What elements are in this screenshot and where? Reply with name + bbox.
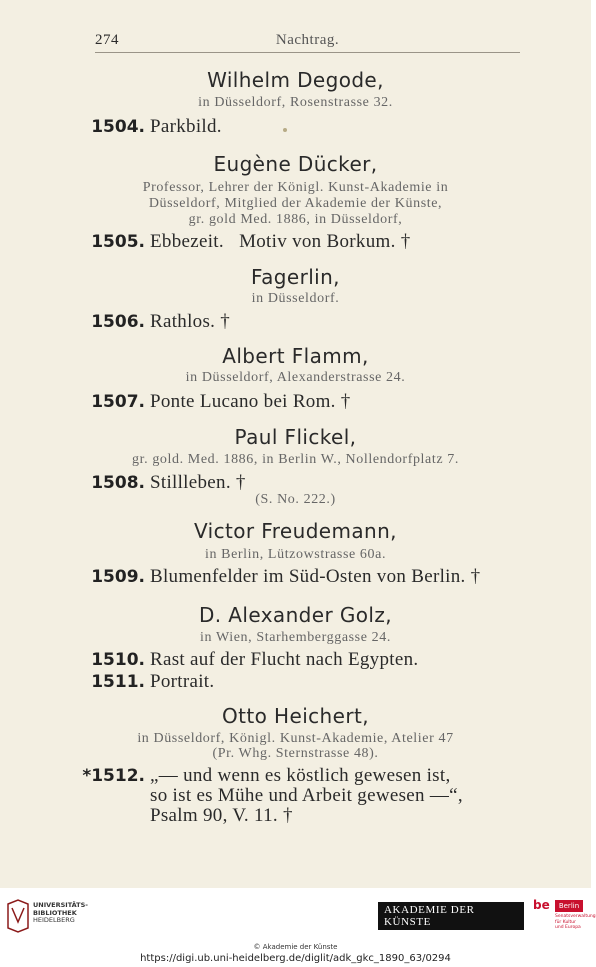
artist-info: Düsseldorf, Mitglied der Akademie der Künste, [148,196,443,211]
artist-name: Albert Flamm, [222,344,369,368]
cross-reference-note: (S. No. 222.) [255,492,336,507]
artist-name: Fagerlin, [251,265,340,289]
copyright-notice: © Akademie der Künste [253,943,338,951]
entry-number: 1508. [91,473,145,493]
library-line: UNIVERSITÄTS- [33,901,88,909]
entry-title: Portrait. [150,671,215,692]
berlin-flag: Berlin [555,900,583,912]
artist-name: D. Alexander Golz, [198,603,392,627]
artist-info: in Düsseldorf, Rosenstrasse 32. [198,95,393,110]
running-title: Nachtrag. [275,32,340,48]
entry-title: Parkbild. [150,116,222,137]
artist-name: Victor Freudemann, [194,519,397,543]
library-line: HEIDELBERG [33,916,75,924]
entry-title: Rast auf der Flucht nach Egypten. [150,649,419,670]
artist-name: Paul Flickel, [234,425,357,449]
berlin-senate-sub: Senatsverwaltung für Kultur und Europa [555,914,596,930]
entry-number: 1511. [91,672,145,692]
berlin-senate-logo [533,898,596,932]
artist-info: gr. gold. Med. 1886, in Berlin W., Nollendorfplatz 7. [132,452,459,467]
entry-number: 1510. [91,650,145,670]
university-library-name [33,902,88,925]
entry-title: Stillleben. † [150,472,246,493]
entry-number: 1507. [91,392,145,412]
entry-number: 1504. [91,117,145,137]
artist-info: (Pr. Whg. Sternstrasse 48). [212,746,379,761]
artist-name: Wilhelm Degode, [207,68,384,92]
akademie-logo [377,902,525,930]
entry-title-line: Psalm 90, V. 11. † [150,805,293,826]
berlin-mark: be [533,898,550,912]
header-rule [95,52,520,53]
artist-info: in Düsseldorf, Königl. Kunst-Akademie, Atelier 47 [137,731,454,746]
artist-info: in Düsseldorf, Alexanderstrasse 24. [185,370,406,385]
university-library-logo-icon [6,898,30,932]
library-line: BIBLIOTHEK [33,908,77,917]
artist-info: in Wien, Starhemberggasse 24. [200,630,391,645]
print-speck [283,128,287,132]
entry-title: Ebbezeit. Motiv von Borkum. † [150,231,411,252]
running-head [95,32,520,52]
artist-name: Otto Heichert, [222,704,369,728]
artist-info: in Berlin, Lützowstrasse 60a. [204,547,387,562]
entry-title: Rathlos. † [150,311,231,332]
artist-info: in Düsseldorf. [251,291,340,306]
entry-number: *1512. [82,766,145,786]
artist-info: Professor, Lehrer der Königl. Kunst-Akademie in [142,180,449,195]
entry-title: Ponte Lucano bei Rom. † [150,391,351,412]
entry-number: 1509. [91,567,145,587]
artist-name: Eugène Dücker, [213,152,378,176]
akademie-label: AKADEMIE DER KÜNSTE [377,901,525,931]
page-number: 274 [95,32,119,48]
entry-title: Blumenfelder im Süd-Osten von Berlin. † [150,566,481,587]
entry-title-line: „— und wenn es köstlich gewesen ist, [150,765,451,786]
entry-title-line: so ist es Mühe und Arbeit gewesen —“, [150,785,463,806]
entry-number: 1506. [91,312,145,332]
source-url[interactable]: https://digi.ub.uni-heidelberg.de/diglit/adk_gkc_1890_63/0294 [140,953,451,964]
artist-info: gr. gold Med. 1886, in Düsseldorf, [188,212,403,227]
entry-number: 1505. [91,232,145,252]
